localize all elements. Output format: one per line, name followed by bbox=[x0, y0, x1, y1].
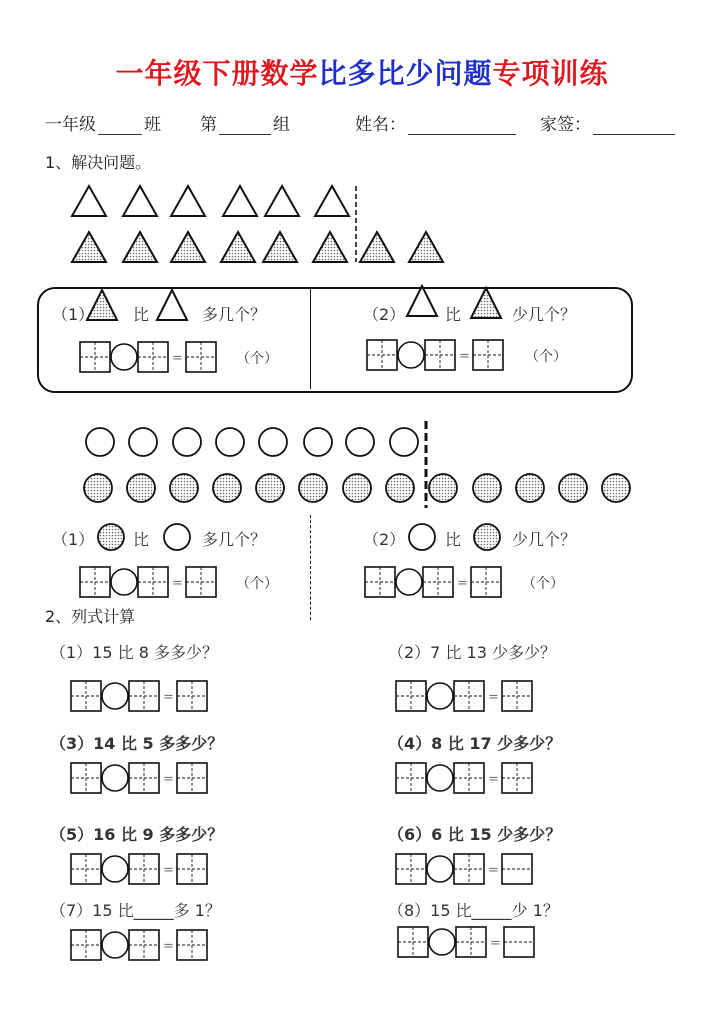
equals-sign: = bbox=[490, 936, 501, 951]
answer-box bbox=[71, 854, 101, 884]
circle-question-1-unit: （个） bbox=[236, 576, 278, 592]
title-part-4: 专项训练 bbox=[492, 57, 609, 90]
answer-box bbox=[138, 567, 168, 597]
equals-sign: = bbox=[488, 863, 499, 878]
answer-box bbox=[129, 930, 159, 960]
group-prefix: 第 bbox=[200, 115, 217, 135]
equals-sign: = bbox=[172, 576, 183, 591]
answer-box bbox=[365, 567, 395, 597]
answer-box bbox=[71, 681, 101, 711]
answer-box bbox=[177, 930, 207, 960]
answer-box bbox=[454, 763, 484, 793]
grade-label: 一年级 bbox=[45, 115, 96, 135]
circle-question-2-ask: 少几个？ bbox=[512, 530, 577, 549]
triangle-question-2-unit: （个） bbox=[525, 349, 567, 365]
problem-1-label: （1）15 比 8 多多少？ bbox=[50, 643, 218, 662]
operator-circle bbox=[396, 569, 422, 595]
circle-question-2-number: （2） bbox=[363, 530, 406, 549]
equals-sign: = bbox=[163, 772, 174, 787]
equals-sign: = bbox=[172, 351, 183, 366]
equals-sign: = bbox=[163, 690, 174, 705]
answer-box bbox=[71, 930, 101, 960]
answer-box bbox=[138, 342, 168, 372]
operator-circle bbox=[429, 929, 455, 955]
answer-box bbox=[471, 567, 501, 597]
section-1-heading: 1、解决问题。 bbox=[45, 153, 152, 172]
answer-box bbox=[367, 340, 397, 370]
title-part-2: 比多比少 bbox=[318, 57, 435, 90]
section-2-heading: 2、列式计算 bbox=[45, 607, 136, 626]
triangle-question-2-number: （2） bbox=[363, 305, 406, 324]
circle-question-2-unit: （个） bbox=[522, 576, 564, 592]
operator-circle bbox=[111, 344, 137, 370]
answer-box bbox=[186, 567, 216, 597]
triangle-question-1-compare: 比 bbox=[133, 305, 150, 324]
answer-box bbox=[129, 681, 159, 711]
equals-sign: = bbox=[488, 772, 499, 787]
answer-box bbox=[80, 342, 110, 372]
circle-question-1-number: （1） bbox=[52, 530, 95, 549]
answer-box bbox=[502, 681, 532, 711]
answer-box bbox=[177, 681, 207, 711]
equals-sign: = bbox=[163, 863, 174, 878]
operator-circle bbox=[427, 683, 453, 709]
answer-box bbox=[502, 763, 532, 793]
title-part-3: 问题 bbox=[434, 57, 493, 90]
problem-6-label: （6）6 比 15 少多少？ bbox=[388, 825, 562, 844]
answer-box bbox=[423, 567, 453, 597]
answer-box bbox=[396, 854, 426, 884]
answer-box bbox=[398, 927, 428, 957]
name-label: 姓名： bbox=[355, 115, 406, 135]
operator-circle bbox=[427, 856, 453, 882]
answer-box bbox=[502, 854, 532, 884]
operator-circle bbox=[102, 856, 128, 882]
sign-label: 家签： bbox=[540, 115, 591, 135]
answer-box bbox=[456, 927, 486, 957]
operator-circle bbox=[111, 569, 137, 595]
triangle-question-2-ask: 少几个？ bbox=[512, 305, 577, 324]
circle-question-1-compare: 比 bbox=[133, 530, 150, 549]
operator-circle bbox=[427, 765, 453, 791]
answer-box bbox=[177, 854, 207, 884]
triangle-question-1-number: （1） bbox=[52, 305, 95, 324]
title-part-1: 一年级下册数学 bbox=[115, 57, 319, 90]
answer-box bbox=[396, 681, 426, 711]
answer-box bbox=[425, 340, 455, 370]
group-label: 组 bbox=[273, 115, 290, 135]
answer-box bbox=[80, 567, 110, 597]
circle-question-1-ask: 多几个？ bbox=[202, 530, 267, 549]
circle-question-2-compare: 比 bbox=[445, 530, 462, 549]
answer-box bbox=[473, 340, 503, 370]
operator-circle bbox=[102, 765, 128, 791]
operator-circle bbox=[102, 683, 128, 709]
equals-sign: = bbox=[163, 939, 174, 954]
problem-8-label: （8）15 比_____少 1？ bbox=[388, 901, 559, 920]
class-label: 班 bbox=[144, 115, 161, 135]
answer-box bbox=[129, 854, 159, 884]
answer-box bbox=[71, 763, 101, 793]
equals-sign: = bbox=[459, 349, 470, 364]
equals-sign: = bbox=[488, 690, 499, 705]
answer-box bbox=[504, 927, 534, 957]
operator-circle bbox=[102, 932, 128, 958]
problem-3-label: （3）14 比 5 多多少？ bbox=[50, 734, 224, 753]
answer-box bbox=[186, 342, 216, 372]
problem-4-label: （4）8 比 17 少多少？ bbox=[388, 734, 562, 753]
problem-7-label: （7）15 比_____多 1？ bbox=[50, 901, 221, 920]
triangle-question-1-ask: 多几个？ bbox=[202, 305, 267, 324]
problem-2-label: （2）7 比 13 少多少？ bbox=[388, 643, 556, 662]
operator-circle bbox=[398, 342, 424, 368]
answer-box bbox=[396, 763, 426, 793]
answer-box bbox=[177, 763, 207, 793]
equals-sign: = bbox=[457, 576, 468, 591]
triangle-question-1-unit: （个） bbox=[236, 351, 278, 367]
problem-5-label: （5）16 比 9 多多少？ bbox=[50, 825, 224, 844]
answer-box bbox=[454, 854, 484, 884]
triangle-question-2-compare: 比 bbox=[445, 305, 462, 324]
answer-box bbox=[129, 763, 159, 793]
answer-box bbox=[454, 681, 484, 711]
